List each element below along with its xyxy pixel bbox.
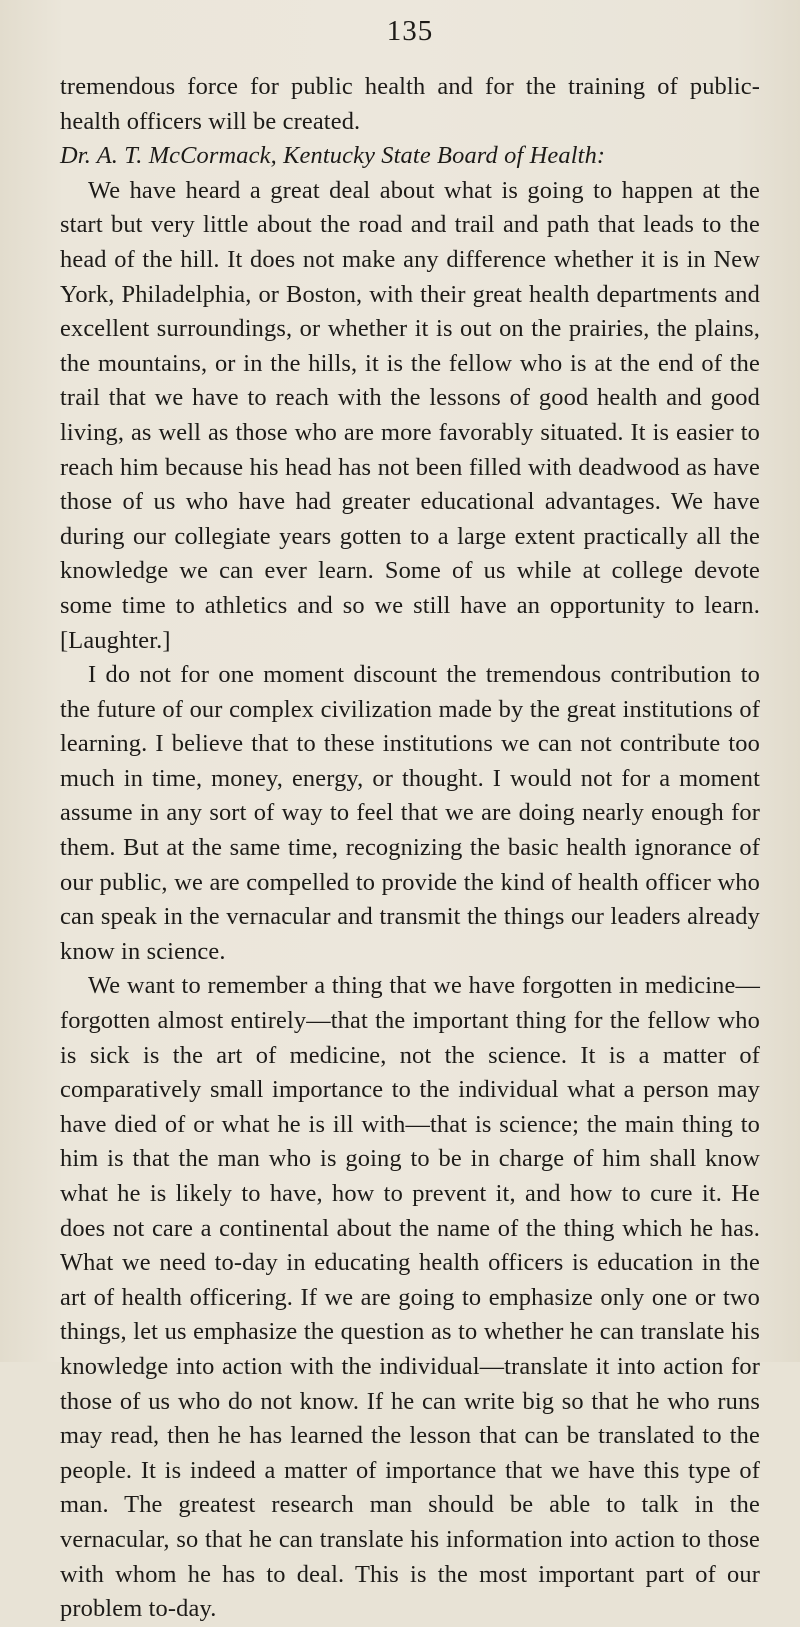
- paragraph-3: We want to remember a thing that we have forgotten in medicine—forgotten almost entirely—that the important thing for the fellow who is sick is the art of medicine, not the science. It is a matter of comparatively small importance to the individual what a person may have died of or what he is ill with—that is science; the main thing to him is that the man who is going to be in charge of him shall know what he is likely to have, how to prevent it, and how to cure it. He does not care a continental about the name of the thing which he has. What we need to-day in educating health officers is education in the art of health officering. If we are going to emphasize only one or two things, let us emphasize the question as to whether he can translate his knowledge into action with the individual—translate it into action for those of us who do not know. If he can write big so that he who runs may read, then he has learned the lesson that can be translated to the people. It is indeed a matter of importance that we have this type of man. The greatest research man should be able to talk in the vernacular, so that he can translate his information into action to those with whom he has to deal. This is the most important part of our problem to-day.: [60, 972, 760, 1623]
- opening-paragraph: tremendous force for public health and for the training of public-health officers will be created.: [60, 73, 760, 135]
- paragraph-1: We have heard a great deal about what is going to happen at the start but very little about the road and trail and path that leads to the head of the hill. It does not make any difference whether it is in New York, Philadelphia, or Boston, with their great health departments and excellent surroundings, or whether it is out on the prairies, the plains, the mountains, or in the hills, it is the fellow who is at the end of the trail that we have to reach with the lessons of good health and good living, as well as those who are more favorably situated. It is easier to reach him because his head has not been filled with deadwood as have those of us who have had greater educational advantages. We have during our collegiate years gotten to a large extent practically all the knowledge we can ever learn. Some of us while at college devote some time to athletics and so we still have an opportunity to learn. [Laughter.]: [60, 176, 760, 654]
- page-number: 135: [386, 15, 434, 47]
- paragraph-2: I do not for one moment discount the tremendous contribution to the future of our complex civilization made by the great institutions of learning. I believe that to these institutions we can not contribute too much in time, money, energy, or thought. I would not for a moment assume in any sort of way to feel that we are doing nearly enough for them. But at the same time, recognizing the basic health ignorance of our public, we are compelled to provide the kind of health officer who can speak in the vernacular and transmit the things our leaders already know in science.: [60, 661, 760, 965]
- speaker-heading: Dr. A. T. McCormack, Kentucky State Board of Health:: [60, 142, 606, 170]
- body-text: [60, 70, 760, 1627]
